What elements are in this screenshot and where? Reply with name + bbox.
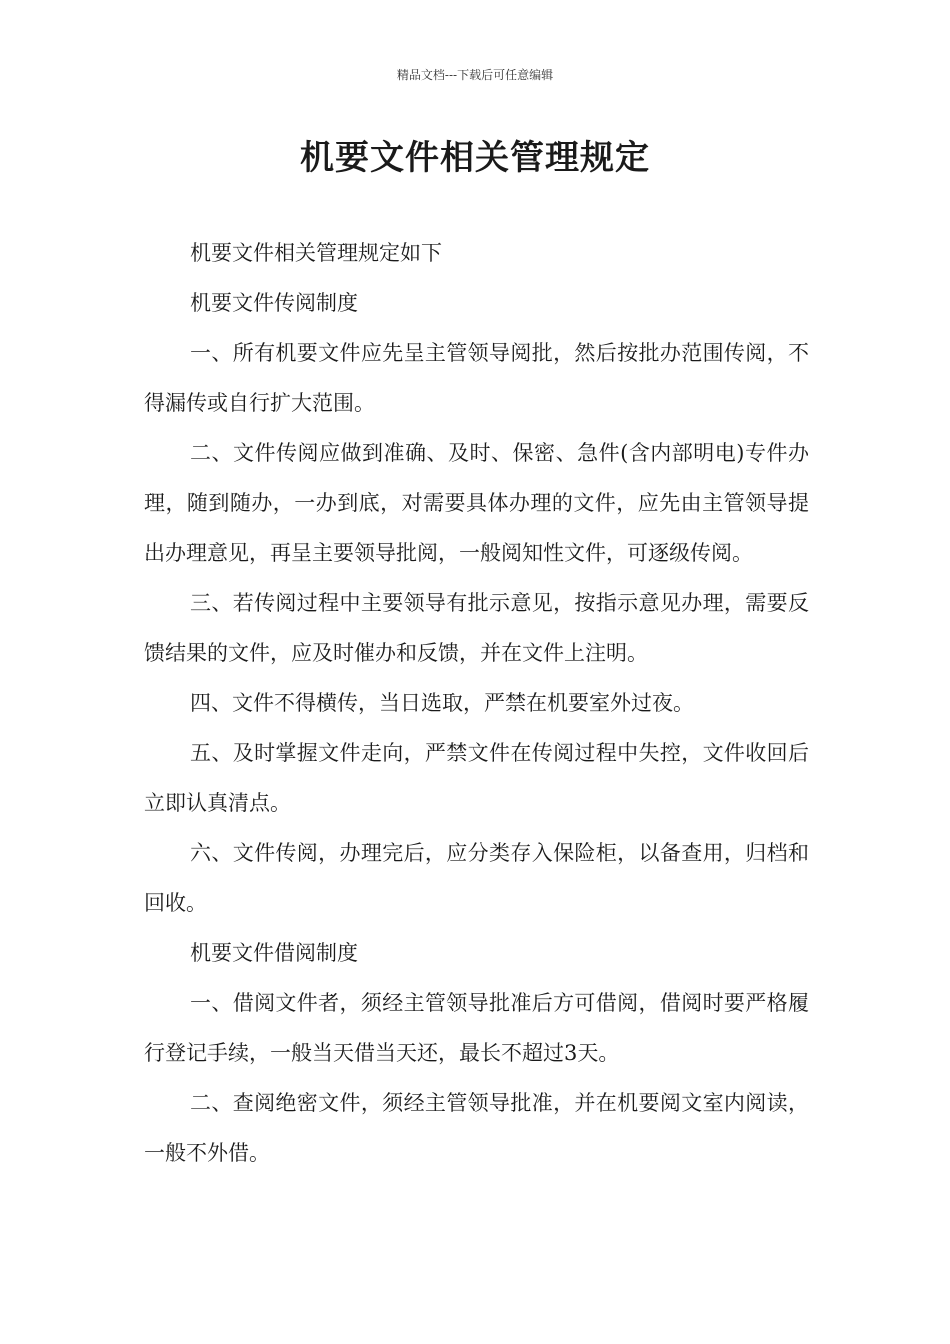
document-body [144, 228, 809, 1178]
section-heading-borrowing: 机要文件借阅制度 [190, 941, 358, 965]
paragraph-borrowing-1: 一、借阅文件者，须经主管领导批准后方可借阅，借阅时要严格履行登记手续，一般当天借当天还，最长不超过3天。 [144, 991, 809, 1065]
paragraph-borrowing-2: 二、查阅绝密文件，须经主管领导批准，并在机要阅文室内阅读，一般不外借。 [144, 1091, 809, 1165]
document-title: 机要文件相关管理规定 [300, 138, 650, 178]
paragraph-circulation-2: 二、文件传阅应做到准确、及时、保密、急件(含内部明电)专件办理，随到随办，一办到底，对需要具体办理的文件，应先由主管领导提出办理意见，再呈主要领导批阅，一般阅知性文件，可逐级传阅。 [144, 441, 809, 565]
paragraph-circulation-6: 六、文件传阅，办理完后，应分类存入保险柜，以备查用，归档和回收。 [144, 841, 809, 915]
paragraph-intro: 机要文件相关管理规定如下 [190, 241, 442, 265]
paragraph-circulation-3: 三、若传阅过程中主要领导有批示意见，按指示意见办理，需要反馈结果的文件，应及时催办和反馈，并在文件上注明。 [144, 591, 809, 665]
section-heading-circulation: 机要文件传阅制度 [190, 291, 358, 315]
paragraph-circulation-1: 一、所有机要文件应先呈主管领导阅批，然后按批办范围传阅，不得漏传或自行扩大范围。 [144, 341, 809, 415]
paragraph-circulation-4: 四、文件不得横传，当日选取，严禁在机要室外过夜。 [190, 691, 694, 715]
paragraph-circulation-5: 五、及时掌握文件走向，严禁文件在传阅过程中失控，文件收回后立即认真清点。 [144, 741, 809, 815]
header-watermark: 精品文档---下载后可任意编辑 [396, 68, 554, 82]
